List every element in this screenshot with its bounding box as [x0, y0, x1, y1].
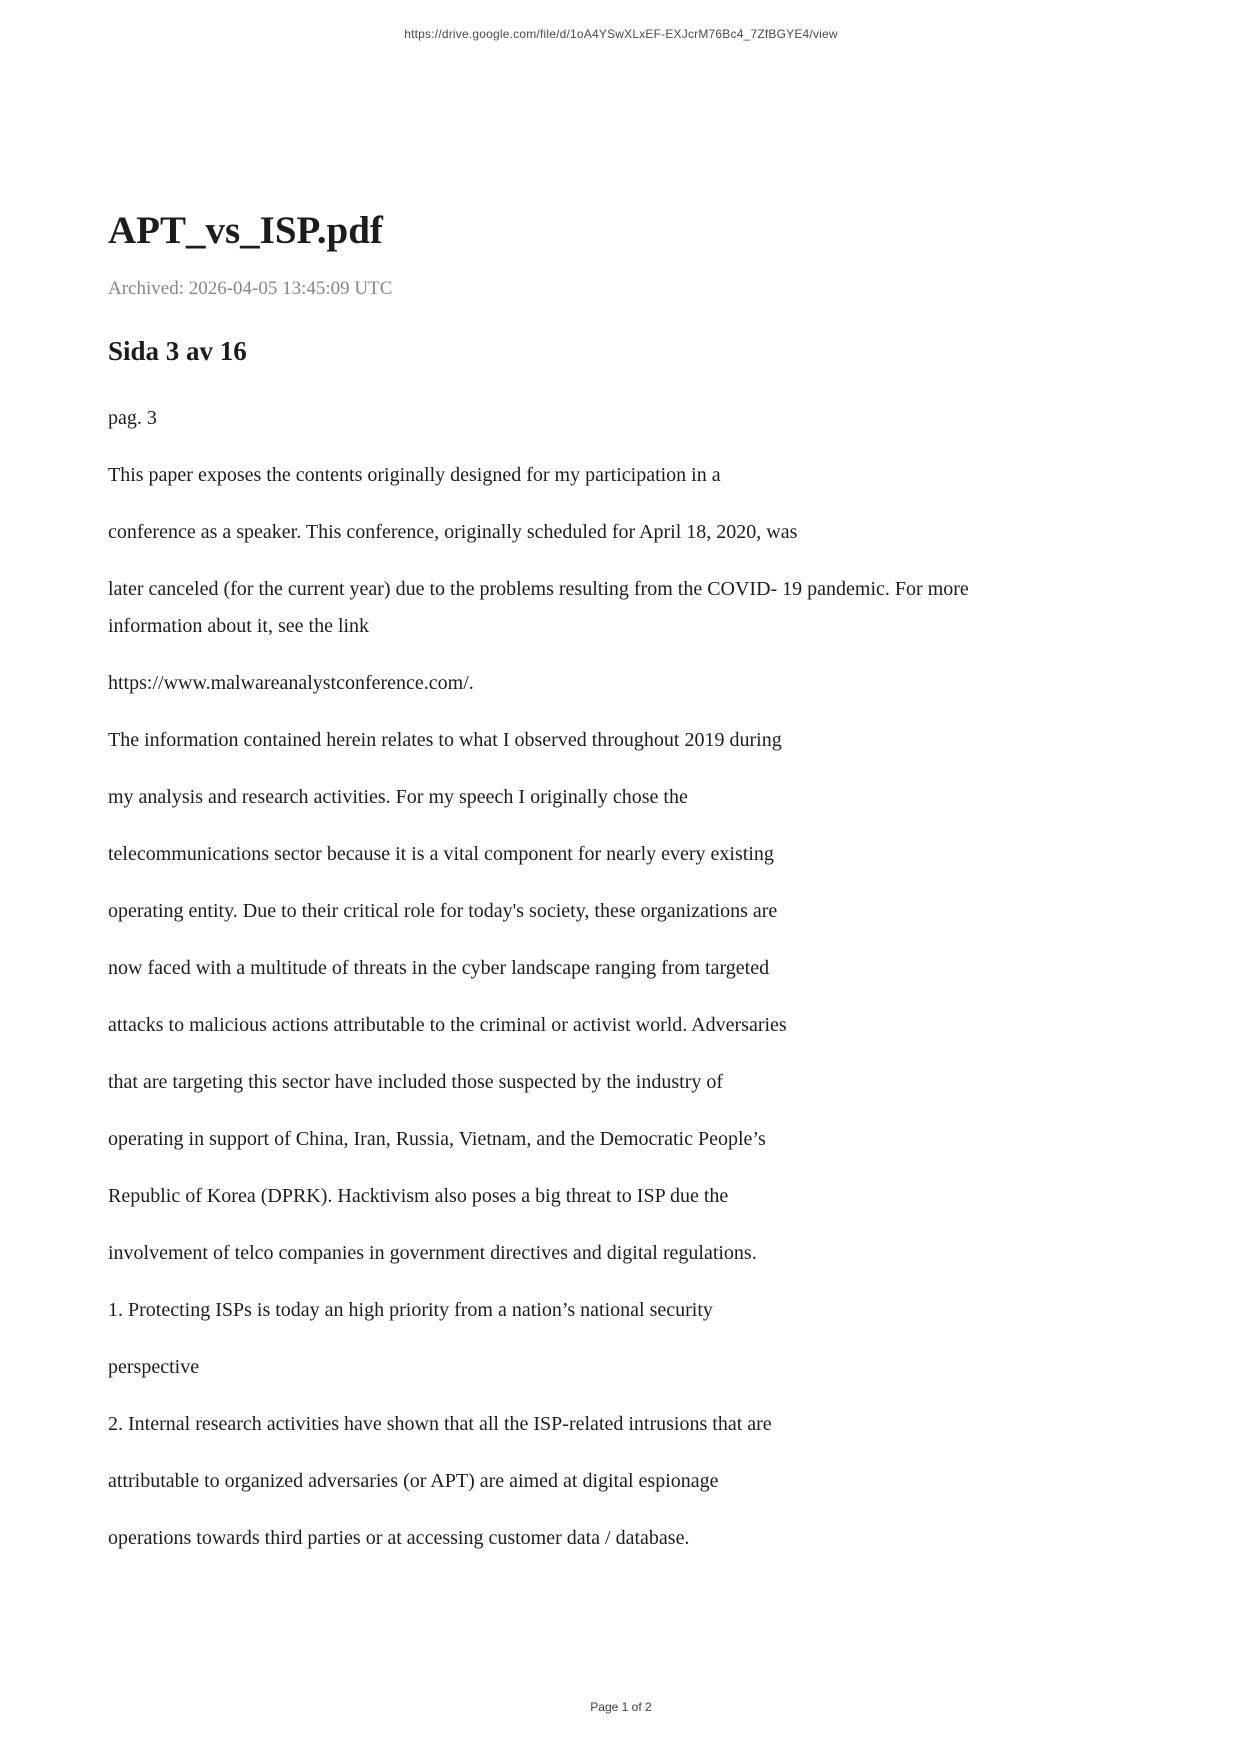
archived-timestamp: Archived: 2026-04-05 13:45:09 UTC: [108, 278, 393, 299]
section-heading: Sida 3 av 16: [108, 336, 247, 366]
document-line: telecommunications sector because it is a vital component for nearly every existing: [108, 843, 774, 865]
document-line: attributable to organized adversaries (or APT) are aimed at digital espionage: [108, 1470, 719, 1492]
document-line: now faced with a multitude of threats in the cyber landscape ranging from targeted: [108, 957, 770, 979]
document-line: 2. Internal research activities have shown that all the ISP-related intrusions that are: [108, 1413, 772, 1435]
document-line: operating entity. Due to their critical role for today's society, these organizations are: [108, 900, 778, 922]
document-line: information about it, see the link: [108, 615, 370, 637]
document-line: later canceled (for the current year) due to the problems resulting from the COVID- 19 pandemic. For more: [108, 578, 969, 600]
document-line: my analysis and research activities. For my speech I originally chose the: [108, 786, 688, 808]
document-content: [108, 208, 1168, 1577]
document-line: This paper exposes the contents originally designed for my participation in a: [108, 464, 721, 486]
document-line: The information contained herein relates to what I observed throughout 2019 during: [108, 729, 782, 751]
document-line: operating in support of China, Iran, Russia, Vietnam, and the Democratic People’s: [108, 1128, 766, 1150]
document-line: operations towards third parties or at accessing customer data / database.: [108, 1527, 690, 1549]
document-line: involvement of telco companies in government directives and digital regulations.: [108, 1242, 757, 1264]
document-line: perspective: [108, 1356, 200, 1378]
document-line: conference as a speaker. This conference, originally scheduled for April 18, 2020, was: [108, 521, 798, 543]
document-line: attacks to malicious actions attributable to the criminal or activist world. Adversaries: [108, 1014, 787, 1036]
document-line: pag. 3: [108, 407, 157, 429]
document-body: [108, 400, 1168, 1557]
page-title: APT_vs_ISP.pdf: [108, 209, 383, 252]
print-header-url: https://drive.google.com/file/d/1oA4YSwXLxEF-EXJcrM76Bc4_7ZfBGYE4/view: [404, 27, 838, 41]
print-footer-page-number: Page 1 of 2: [590, 1700, 652, 1714]
document-line: Republic of Korea (DPRK). Hacktivism also poses a big threat to ISP due the: [108, 1185, 729, 1207]
document-line: 1. Protecting ISPs is today an high priority from a nation’s national security: [108, 1299, 713, 1321]
document-line: https://www.malwareanalystconference.com/.: [108, 672, 474, 694]
document-line: that are targeting this sector have included those suspected by the industry of: [108, 1071, 724, 1093]
